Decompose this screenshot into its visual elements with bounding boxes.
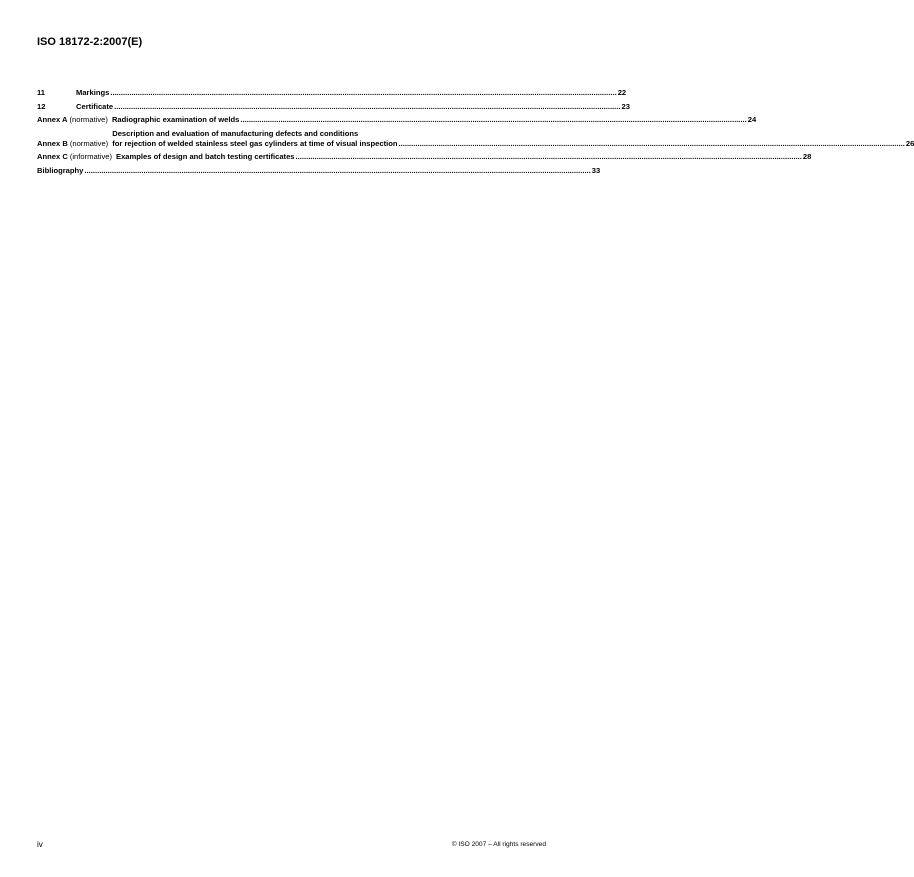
toc-entry-page: 33	[591, 165, 601, 175]
toc-entry-annex-b[interactable]	[37, 129, 914, 148]
annex-label: Annex A	[37, 115, 68, 125]
toc-entry-certificate[interactable]	[37, 101, 630, 112]
dot-leader	[399, 139, 905, 149]
toc-entry-page: 24	[747, 115, 757, 125]
dot-leader	[110, 88, 616, 98]
toc-entry-title-line2: for rejection of welded stainless steel gas cylinders at time of visual inspection	[112, 138, 398, 148]
toc-entry-title: Examples of design and batch testing certificates	[116, 152, 295, 162]
toc-entry-page: 22	[617, 88, 627, 97]
toc-entry-title: Radiographic examination of welds	[111, 115, 240, 125]
dot-leader	[114, 102, 620, 112]
toc-entry-markings[interactable]	[37, 88, 627, 98]
copyright-notice: © ISO 2007 – All rights reserved	[451, 841, 546, 848]
toc-entry-page: 26	[905, 138, 914, 148]
annex-label: Annex C	[37, 152, 68, 162]
annex-classification: (normative)	[69, 115, 108, 125]
annex-classification: (informative)	[69, 152, 113, 162]
toc-entry-page: 23	[621, 101, 630, 111]
annex-classification: (normative)	[69, 138, 109, 148]
dot-leader	[240, 115, 746, 125]
toc-entry-annex-c[interactable]	[37, 152, 812, 162]
toc-entry-title: Bibliography	[37, 165, 84, 175]
toc-entry-title-line1: Description and evaluation of manufacturing defects and conditions	[112, 129, 359, 139]
toc-entry-number: 11	[37, 88, 46, 97]
toc-entry-bibliography[interactable]	[37, 165, 601, 176]
toc-entry-page: 28	[802, 152, 812, 162]
dot-leader	[84, 166, 590, 176]
toc-entry-number: 12	[37, 101, 46, 111]
toc-entry-title-line2-row	[112, 139, 914, 149]
dot-leader	[296, 152, 802, 162]
toc-entry-title: Certificate	[76, 101, 114, 111]
page-number: iv	[37, 840, 43, 849]
toc-entry-annex-a[interactable]	[37, 115, 757, 125]
toc-entry-title-block	[112, 129, 914, 148]
annex-label: Annex B	[37, 138, 68, 148]
toc-entry-title: Markings	[76, 88, 110, 97]
table-of-contents	[37, 88, 914, 180]
document-id: ISO 18172-2:2007(E)	[37, 36, 143, 48]
